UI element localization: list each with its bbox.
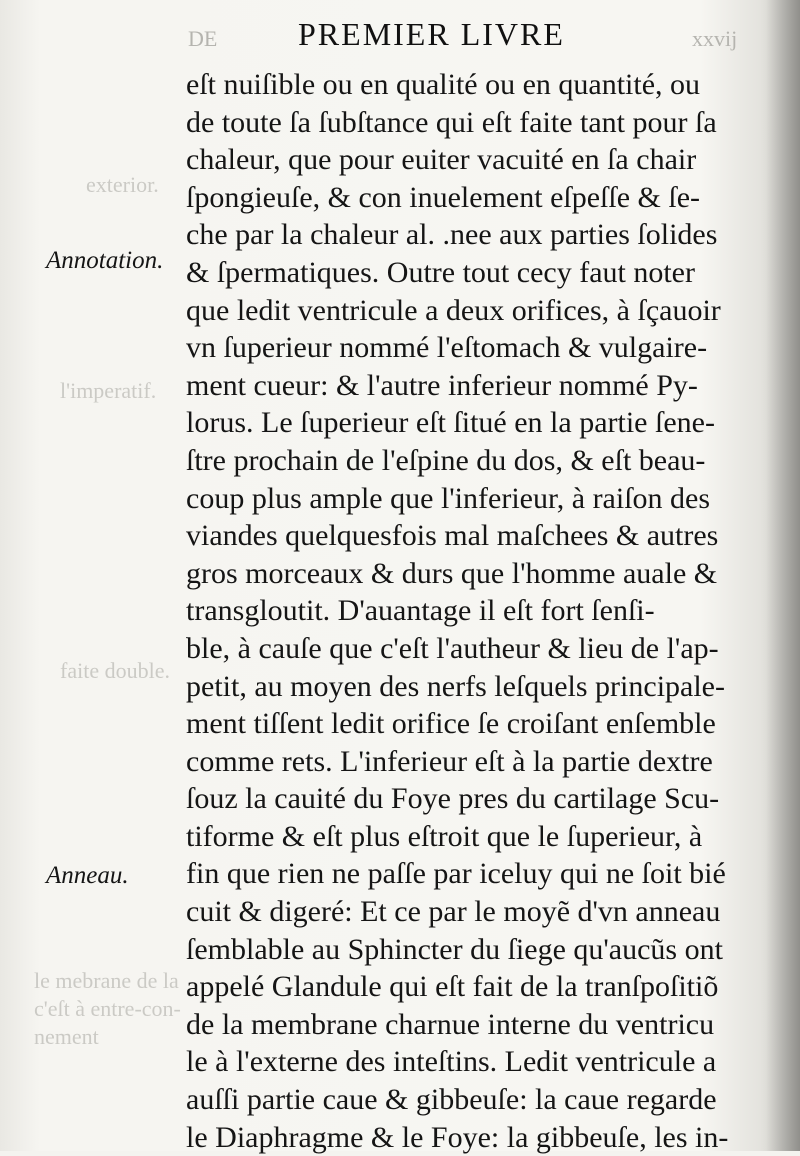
text-line: ment tiſſent ledit orifice ſe croiſant enſemble	[186, 707, 716, 741]
margin-note-annotation: Annotation.	[46, 247, 164, 274]
text-line: petit, au moyen des nerfs leſquels principale-	[186, 669, 725, 703]
text-line: lorus. Le ſuperieur eſt ſitué en la partie ſene-	[186, 406, 715, 440]
text-line: ment cueur: & l'autre inferieur nommé Py-	[186, 368, 698, 402]
text-line: gros morceaux & durs que l'homme auale &	[186, 556, 718, 590]
bleed-text: nement	[34, 1024, 99, 1049]
page-gutter-shadow	[766, 0, 800, 1151]
text-line: viandes quelquesfois mal maſchees & autres	[186, 519, 719, 553]
text-line: eſt nuiſible ou en qualité ou en quantité, ou	[186, 68, 701, 101]
text-line: cuit & digeré: Et ce par le moyẽ d'vn anneau	[186, 895, 721, 929]
text-line: que ledit ventricule a deux orifices, à ſçauoir	[186, 293, 721, 327]
text-line: appelé Glandule qui eſt fait de la tranſpoſitiõ	[186, 970, 719, 1004]
running-head-bleed-left: DE	[188, 26, 218, 51]
text-line: coup plus ample que l'inferieur, à raiſon des	[186, 481, 711, 515]
text-line: vn ſuperieur nommé l'eſtomach & vulgaire-	[186, 331, 708, 365]
text-line: auſſi partie caue & gibbeuſe: la caue regarde	[186, 1083, 717, 1117]
text-line: fin que rien ne paſſe par iceluy qui ne ſoit bié	[186, 857, 726, 891]
text-line: ſouz la cauité du Foye pres du cartilage Scu-	[186, 782, 720, 816]
text-line: comme rets. L'inferieur eſt à la partie dextre	[186, 744, 713, 778]
margin-note-anneau: Anneau.	[46, 862, 129, 889]
text-line: de la membrane charnue interne du ventricu	[186, 1007, 715, 1041]
text-line: tiforme & eſt plus eſtroit que le ſuperieur, à	[186, 819, 703, 853]
bleed-text: c'eſt à entre-con-	[34, 996, 181, 1021]
text-line: chaleur, que pour euiter vacuité en ſa chair	[186, 143, 697, 177]
body-text	[186, 66, 771, 1156]
text-line: ſemblable au Sphincter du ſiege qu'aucũs ont	[186, 932, 723, 966]
text-line: le Diaphragme & le Foye: la gibbeuſe, les in-	[186, 1120, 729, 1154]
text-line: & ſpermatiques. Outre tout cecy faut noter	[186, 255, 695, 289]
bleed-text: le mebrane de la	[34, 968, 179, 993]
text-line: le à l'externe des inteſtins. Ledit ventricule a	[186, 1045, 717, 1079]
bleed-text: faite double.	[60, 658, 170, 683]
text-line: che par la chaleur al. .nee aux parties ſolides	[186, 218, 718, 252]
text-line: ble, à cauſe que c'eſt l'autheur & lieu de l'ap-	[186, 631, 719, 665]
bleed-text: l'imperatif.	[60, 378, 157, 403]
text-line: ſtre prochain de l'eſpine du dos, & eſt beau-	[186, 443, 706, 477]
text-line: de toute ſa ſubſtance qui eſt faite tant pour ſa	[186, 105, 717, 139]
running-head-bleed-right: xxvij	[692, 26, 738, 51]
running-head: PREMIER LIVRE	[298, 16, 565, 52]
bleed-text: exterior.	[86, 172, 159, 197]
text-line: transgloutit. D'auantage il eſt fort ſenſi-	[186, 594, 655, 628]
text-line: ſpongieuſe, & con inuelement eſpeſſe & ſe-	[186, 180, 700, 214]
